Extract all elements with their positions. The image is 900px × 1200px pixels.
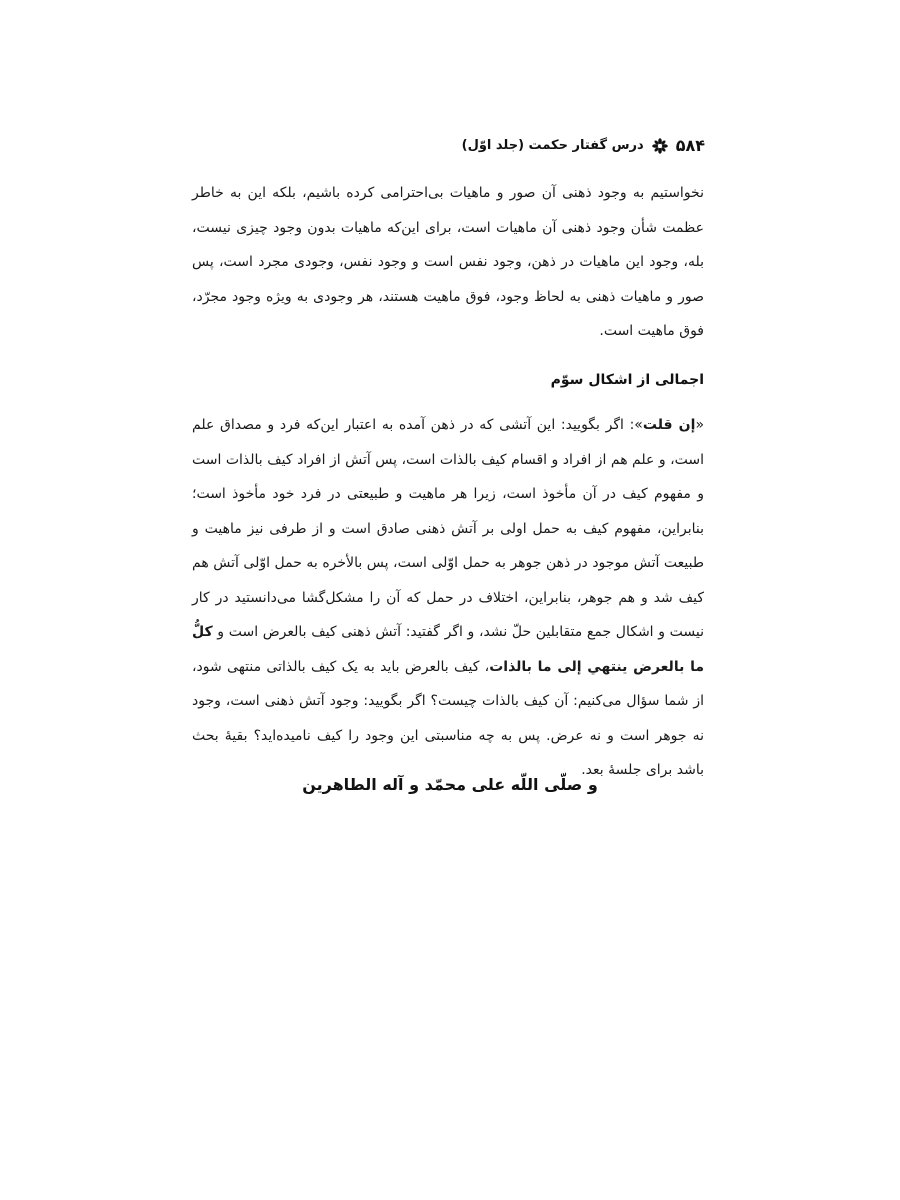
- page-number: ۵۸۴: [675, 136, 705, 155]
- body-paragraph-2: [192, 408, 704, 788]
- lead-phrase: إن قلت: [642, 417, 696, 433]
- paragraph-part-a: : اگر بگویید: این آتشی که در ذهن آمده به اعتبار این‌که فرد و مصداق علم است، و علم هم از افراد و اقسام کیف بالذات است، پس آتش از افراد کیف بالذات است و مفهوم کیف در آن مأخوذ است، زیرا هر ماهیت و طبیعتی در فرد خود مأخوذ است؛ بنابراین، مفهوم کیف به حمل اولی بر آتش ذهنی صادق است و از طرفی نیز ماهیت و طبیعت آتش موجود در ذهن جوهر به حمل اوّلی است، پس بالأخره به حمل اوّلی آتش هم کیف شد و هم جوهر، بنابراین، اختلاف در حمل که آن را مشکل‌گشا می‌دانستید در کار نیست و اشکال جمع متقابلین حلّ نشد، و اگر گفتید: آتش ذهنی کیف بالعرض است و: [192, 417, 704, 640]
- paragraph-text: [192, 408, 704, 788]
- quote-close: »: [634, 417, 643, 433]
- running-header: [462, 136, 705, 155]
- body-paragraph-1: [192, 176, 704, 349]
- book-title: درس گفتار حکمت (جلد اوّل): [461, 138, 644, 153]
- paragraph-part-b: ، کیف بالعرض باید به یک کیف بالذاتی منتهی شود، از شما سؤال می‌کنیم: آن کیف بالذات چیست؟ اگر بگویید: وجود آتش ذهنی است، وجود نه جوهر است و نه عرض. پس به چه مناسبتی این وجود را کیف نامیده‌اید؟ بقیهٔ بحث باشد برای جلسهٔ بعد.: [192, 658, 704, 778]
- closing-benediction: و صلّی اللّه علی محمّد و آله الطاهرین: [302, 775, 598, 794]
- rule-phrase: کلُّ ما بالعرض ینتهي إلی ما بالذات: [192, 624, 704, 675]
- quote-open: «: [695, 417, 705, 433]
- flower-icon: [652, 138, 668, 154]
- section-heading: اجمالی از اشکال سوّم: [550, 372, 704, 388]
- paragraph-text: نخواستیم به وجود ذهنی آن صور و ماهیات بی‌احترامی کرده باشیم، بلکه این به خاطر عظمت شأن وجود ذهنی آن ماهیات است، برای این‌که ماهیات بدون وجود چیزی نیست، بله، وجود این ماهیات در ذهن، وجود نفس است و وجود نفس، وجودی مجرد است، پس صور و ماهیات ذهنی به لحاظ وجود، فوق ماهیت هستند، هر وجودی به ویژه وجود مجرّد، فوق ماهیت است.: [192, 185, 704, 339]
